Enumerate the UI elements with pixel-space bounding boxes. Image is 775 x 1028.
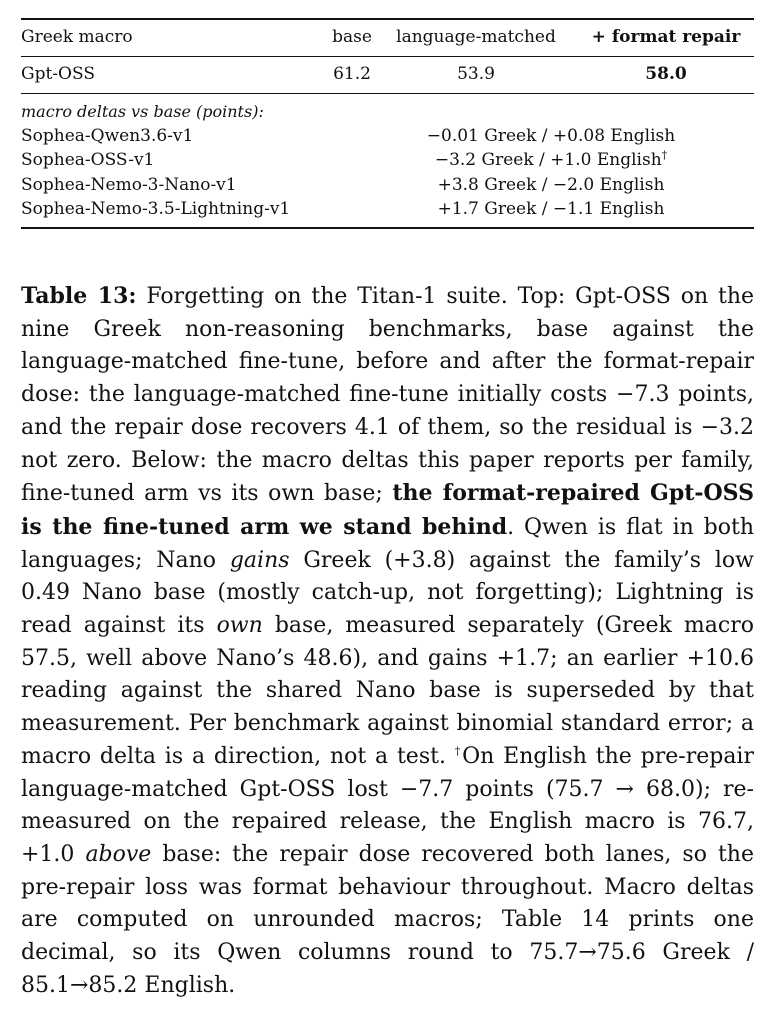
caption-text: base: the repair dose recovered both lanes, so the pre-repair loss was format behaviour throughout. Macro deltas are computed on unrounded macros; Table 14 prints one decimal, so its Qwen columns round to 75.7→75.6 Greek / 85.1→85.2 English. (21, 841, 754, 998)
mid-rule (21, 93, 754, 94)
table-top-rule (21, 18, 754, 20)
deltas-heading: macro deltas vs base (points): (21, 102, 264, 121)
delta-value (438, 175, 665, 195)
delta-footnote-mark: † (661, 148, 668, 162)
delta-name: Sophea-Qwen3.6-v1 (21, 126, 194, 146)
delta-value-text: +3.8 Greek / −2.0 English (437, 175, 665, 195)
caption-text: On English the pre-repair language-matched Gpt-OSS lost −7.7 points (75.7 → 68.0); re-measured on the repaired release, the English macro is 76.7, +1.0 (21, 743, 754, 867)
delta-value-text: −3.2 Greek / +1.0 English (434, 150, 662, 170)
header-rule (21, 56, 754, 57)
caption-text: Forgetting on the Titan-1 suite. Top: Gpt-OSS on the nine Greek non-reasoning benchmarks, base against the language-matched fine-tune, before and after the format-repair dose: the language-matched fine-tune initially costs −7.3 points, and the repair dose recovers 4.1 of them, so the residual is −3.2 not zero. Below: the macro deltas this paper reports per family, fine-tuned arm vs its own base; (21, 284, 755, 507)
table-caption (21, 280, 754, 1002)
row-model: Gpt-OSS (21, 64, 95, 84)
delta-value-text: −0.01 Greek / +0.08 English (426, 126, 676, 146)
header-format-repair-text: format repair (611, 27, 741, 47)
delta-value (435, 150, 667, 170)
header-format-repair (592, 27, 741, 47)
header-greek-macro: Greek macro (21, 27, 133, 47)
caption-italic: above (85, 841, 152, 867)
table-bottom-rule (21, 227, 754, 229)
header-base: base (332, 27, 372, 47)
delta-name: Sophea-Nemo-3-Nano-v1 (21, 175, 237, 195)
caption-emphasis: the format-repaired Gpt-OSS is the fine-tuned arm we stand behind (21, 480, 754, 540)
row-format-repair-value: 58.0 (645, 64, 687, 84)
caption-text: Greek (+3.8) against the family’s low 0.49 Nano base (mostly catch-up, not forgetting); Lightning is read against its (21, 547, 754, 639)
caption-label: Table 13: (21, 283, 137, 309)
caption-italic: gains (229, 547, 290, 573)
caption-footnote-mark: † (454, 744, 463, 758)
delta-name: Sophea-OSS-v1 (21, 150, 155, 170)
header-plus: + (591, 27, 606, 47)
delta-name: Sophea-Nemo-3.5-Lightning-v1 (21, 199, 291, 219)
caption-text: . Qwen is flat in both languages; Nano (21, 514, 754, 573)
delta-value (438, 199, 665, 219)
delta-value (427, 126, 675, 146)
caption-text: base, measured separately (Greek macro 57.5, well above Nano’s 48.6), and gains +1.7; an earlier +10.6 reading against the shared Nano base is superseded by that measurement. Per benchmark against binomial standard error; a macro delta is a direction, not a test. (21, 613, 754, 769)
caption-italic: own (216, 613, 263, 639)
delta-value-text: +1.7 Greek / −1.1 English (437, 199, 665, 219)
row-language-matched-value: 53.9 (457, 64, 495, 84)
header-language-matched: language-matched (396, 27, 556, 47)
row-base-value: 61.2 (333, 64, 371, 84)
